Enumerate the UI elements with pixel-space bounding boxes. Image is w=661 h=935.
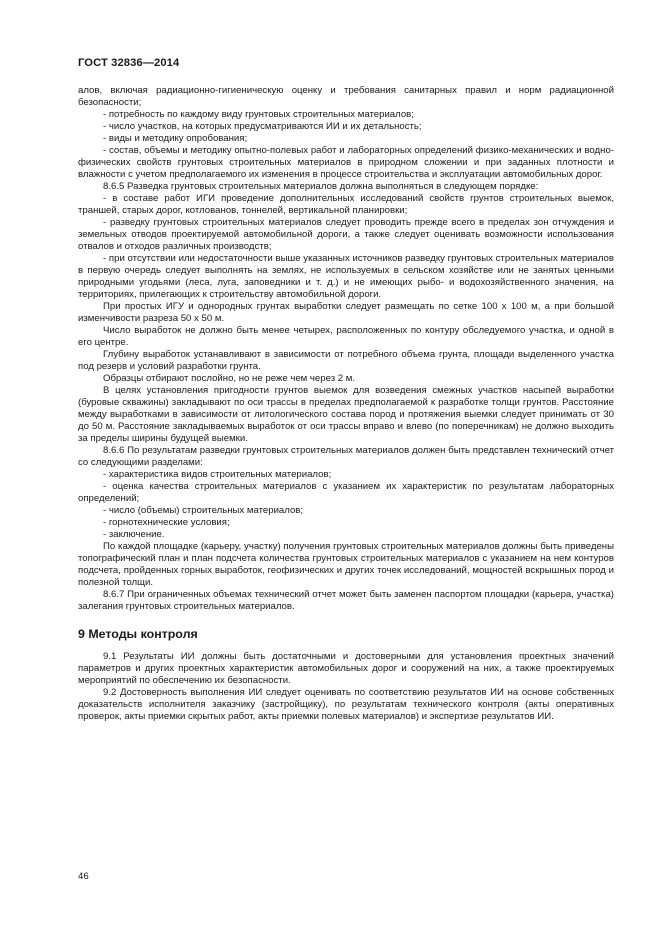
- list-item: - оценка качества строительных материалов с указанием их характеристик по результатам лабораторных определений;: [78, 481, 614, 504]
- paragraph: При простых ИГУ и однородных грунтах выработки следует размещать по сетке 100 х 100 м, а при большой изменчивости разреза 50 х 50 м.: [78, 301, 614, 324]
- list-item: - виды и методику опробования;: [103, 133, 248, 144]
- paragraph: По каждой площадке (карьеру, участку) получения грунтовых строительных материалов должны быть приведены топографический план и план подсчета количества грунтовых строительных материалов с указанием на нем контуров подсчета, пройденных горных выработок, геофизических и других точек исследований, мощностей вскрышных пород и полезной толщи.: [78, 541, 614, 588]
- page-body: [78, 85, 614, 723]
- list-item: - состав, объемы и методику опытно-полевых работ и лабораторных определений физико-механических и водно-физических свойств грунтовых строительных материалов в природном сложении и при заданных плотности и влажности с учетом предполагаемого их изменения в процессе строительства и эксплуатации автомобильных дорог.: [78, 145, 614, 180]
- paragraph: Глубину выработок устанавливают в зависимости от потребного объема грунта, площади выделенного участка под резерв и условий разработки грунта.: [78, 349, 614, 372]
- list-item: - характеристика видов строительных материалов;: [103, 469, 332, 480]
- list-item: - заключение.: [103, 529, 165, 540]
- list-item: - потребность по каждому виду грунтовых строительных материалов;: [103, 109, 414, 120]
- clause-8-6-5: 8.6.5 Разведка грунтовых строительных материалов должна выполняться в следующем порядке:: [103, 181, 539, 192]
- list-item: - разведку грунтовых строительных материалов следует проводить прежде всего в пределах зон отчуждения и земельных отводов проектируемой автомобильной дороги, а также следует оценивать возможности использования отвалов и отходов различных производств;: [78, 217, 614, 252]
- clause-8-6-7: 8.6.7 При ограниченных объемах технический отчет может быть заменен паспортом площадки (карьера, участка) залегания грунтовых строительных материалов.: [78, 589, 614, 612]
- list-item: - число (объемы) строительных материалов;: [103, 505, 304, 516]
- section-heading: 9 Методы контроля: [78, 627, 198, 641]
- clause-9-2: 9.2 Достоверность выполнения ИИ следует оценивать по соответствию результатов ИИ на основе собственных доказательств исполнителя заказчику (застройщику), по результатам технического контроля (акты оперативных проверок, акты приемки скрытых работ, акты приемки полевых материалов) и экспертизе результатов ИИ.: [78, 687, 614, 722]
- list-item: - горнотехнические условия;: [103, 517, 230, 528]
- list-item: - при отсутствии или недостаточности выше указанных источников разведку грунтовых строительных материалов в первую очередь следует выполнять на землях, не используемых в сельском хозяйстве или не занятых ценными природными угодьями (леса, луга, заповедники и т. д.) и не имеющих рыбо- и водохозяйственного значения, на территориях, прилегающих к строительству автомобильной дороги.: [78, 253, 614, 300]
- paragraph: алов, включая радиационно-гигиеническую оценку и требования санитарных правил и норм радиационной безопасности;: [78, 85, 614, 108]
- paragraph: В целях установления пригодности грунтов выемок для возведения смежных участков насыпей выработки (буровые скважины) закладывают по оси трассы в пределах предполагаемой к разработке толщи грунтов. Расстояние между выработками в зависимости от литологического состава пород и протяжения выемки следует принимать от 30 до 50 м. Расстояние закладываемых выработок от оси трассы вправо и влево (по поперечникам) не должно выходить за пределы ширины будущей выемки.: [78, 385, 614, 444]
- document-header: ГОСТ 32836—2014: [78, 57, 180, 69]
- list-item: - в составе работ ИГИ проведение дополнительных исследований свойств грунтов строительных выемок, траншей, старых дорог, котлованов, тоннелей, вертикальной планировки;: [78, 193, 614, 216]
- paragraph: Образцы отбирают послойно, но не реже чем через 2 м.: [103, 373, 356, 384]
- list-item: - число участков, на которых предусматриваются ИИ и их детальность;: [103, 121, 422, 132]
- clause-9-1: 9.1 Результаты ИИ должны быть достаточными и достоверными для установления проектных значений параметров и других проектных характеристик автомобильных дорог и сооружений на них, а также проектируемых мероприятий по обеспечению их безопасности.: [78, 651, 614, 686]
- paragraph: Число выработок не должно быть менее четырех, расположенных по контуру обследуемого участка, и одной в его центре.: [78, 325, 614, 348]
- page-number: 46: [78, 871, 89, 882]
- clause-8-6-6: 8.6.6 По результатам разведки грунтовых строительных материалов должен быть представлен технический отчет со следующими разделами:: [78, 445, 614, 468]
